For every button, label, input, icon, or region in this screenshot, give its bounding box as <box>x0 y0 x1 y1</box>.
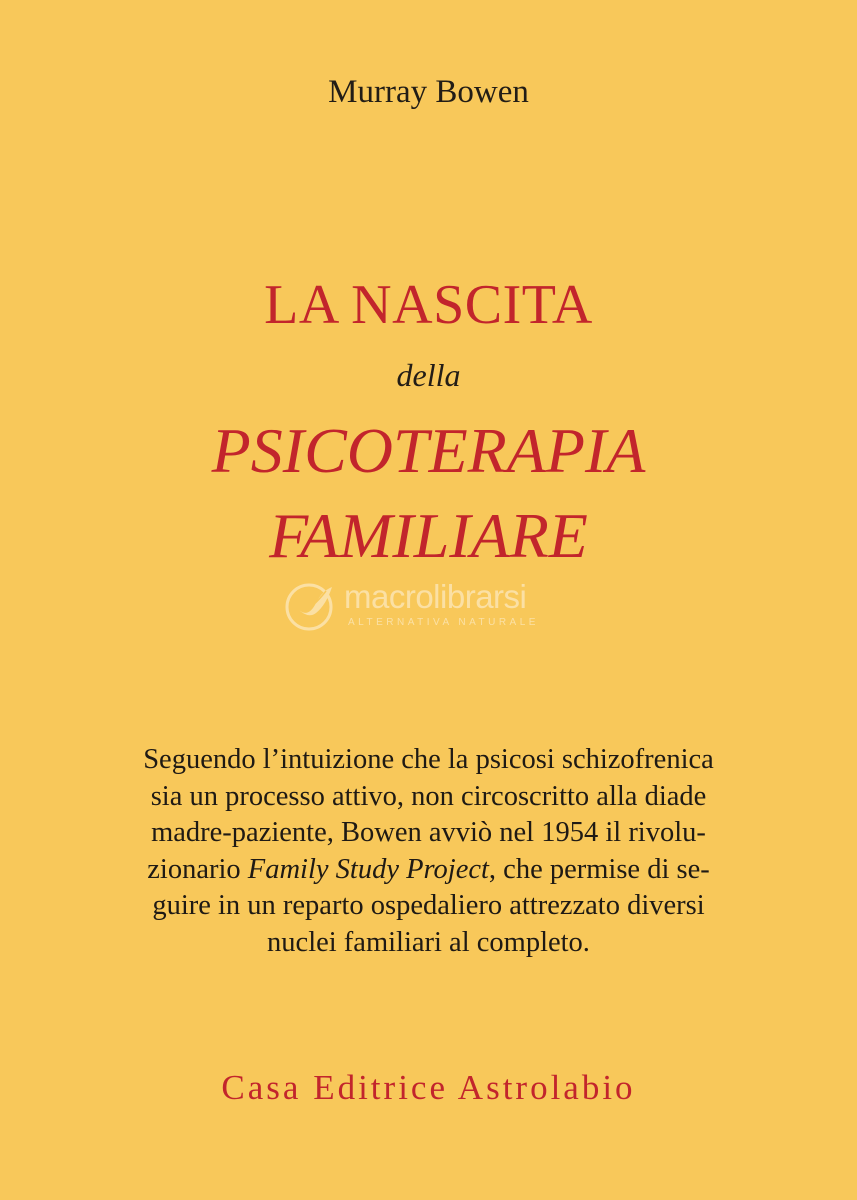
title-subtitle-line2: FAMILIARE <box>269 500 588 571</box>
blurb-line <box>110 852 747 889</box>
back-blurb <box>110 742 747 961</box>
author-name: Murray Bowen <box>328 74 529 110</box>
blurb-line4-start: zionario <box>147 853 248 885</box>
blurb-project-name: Family Study Project <box>247 853 489 885</box>
title-main: LA NASCITA <box>264 274 593 336</box>
title-subtitle-line1: PSICOTERAPIA <box>211 415 646 486</box>
watermark <box>282 575 592 635</box>
title-connector: della <box>396 357 461 393</box>
publisher-name: Casa Editrice Astrolabio <box>221 1068 636 1107</box>
leaf-logo-icon <box>282 575 342 635</box>
watermark-name: macrolibrarsi <box>344 578 527 615</box>
blurb-line4-end: , che permise di se- <box>488 853 710 885</box>
blurb-line: Seguendo l’intuizione che la psicosi schizofrenica <box>143 744 714 775</box>
watermark-tagline: ALTERNATIVA NATURALE <box>348 617 539 628</box>
blurb-line: nuclei familiari al completo. <box>267 926 590 958</box>
blurb-line: sia un processo attivo, non circoscritto alla diade <box>150 780 707 812</box>
blurb-line: madre-paziente, Bowen avviò nel 1954 il rivolu- <box>151 817 706 848</box>
blurb-line: guire in un reparto ospedaliero attrezzato diversi <box>152 890 705 921</box>
